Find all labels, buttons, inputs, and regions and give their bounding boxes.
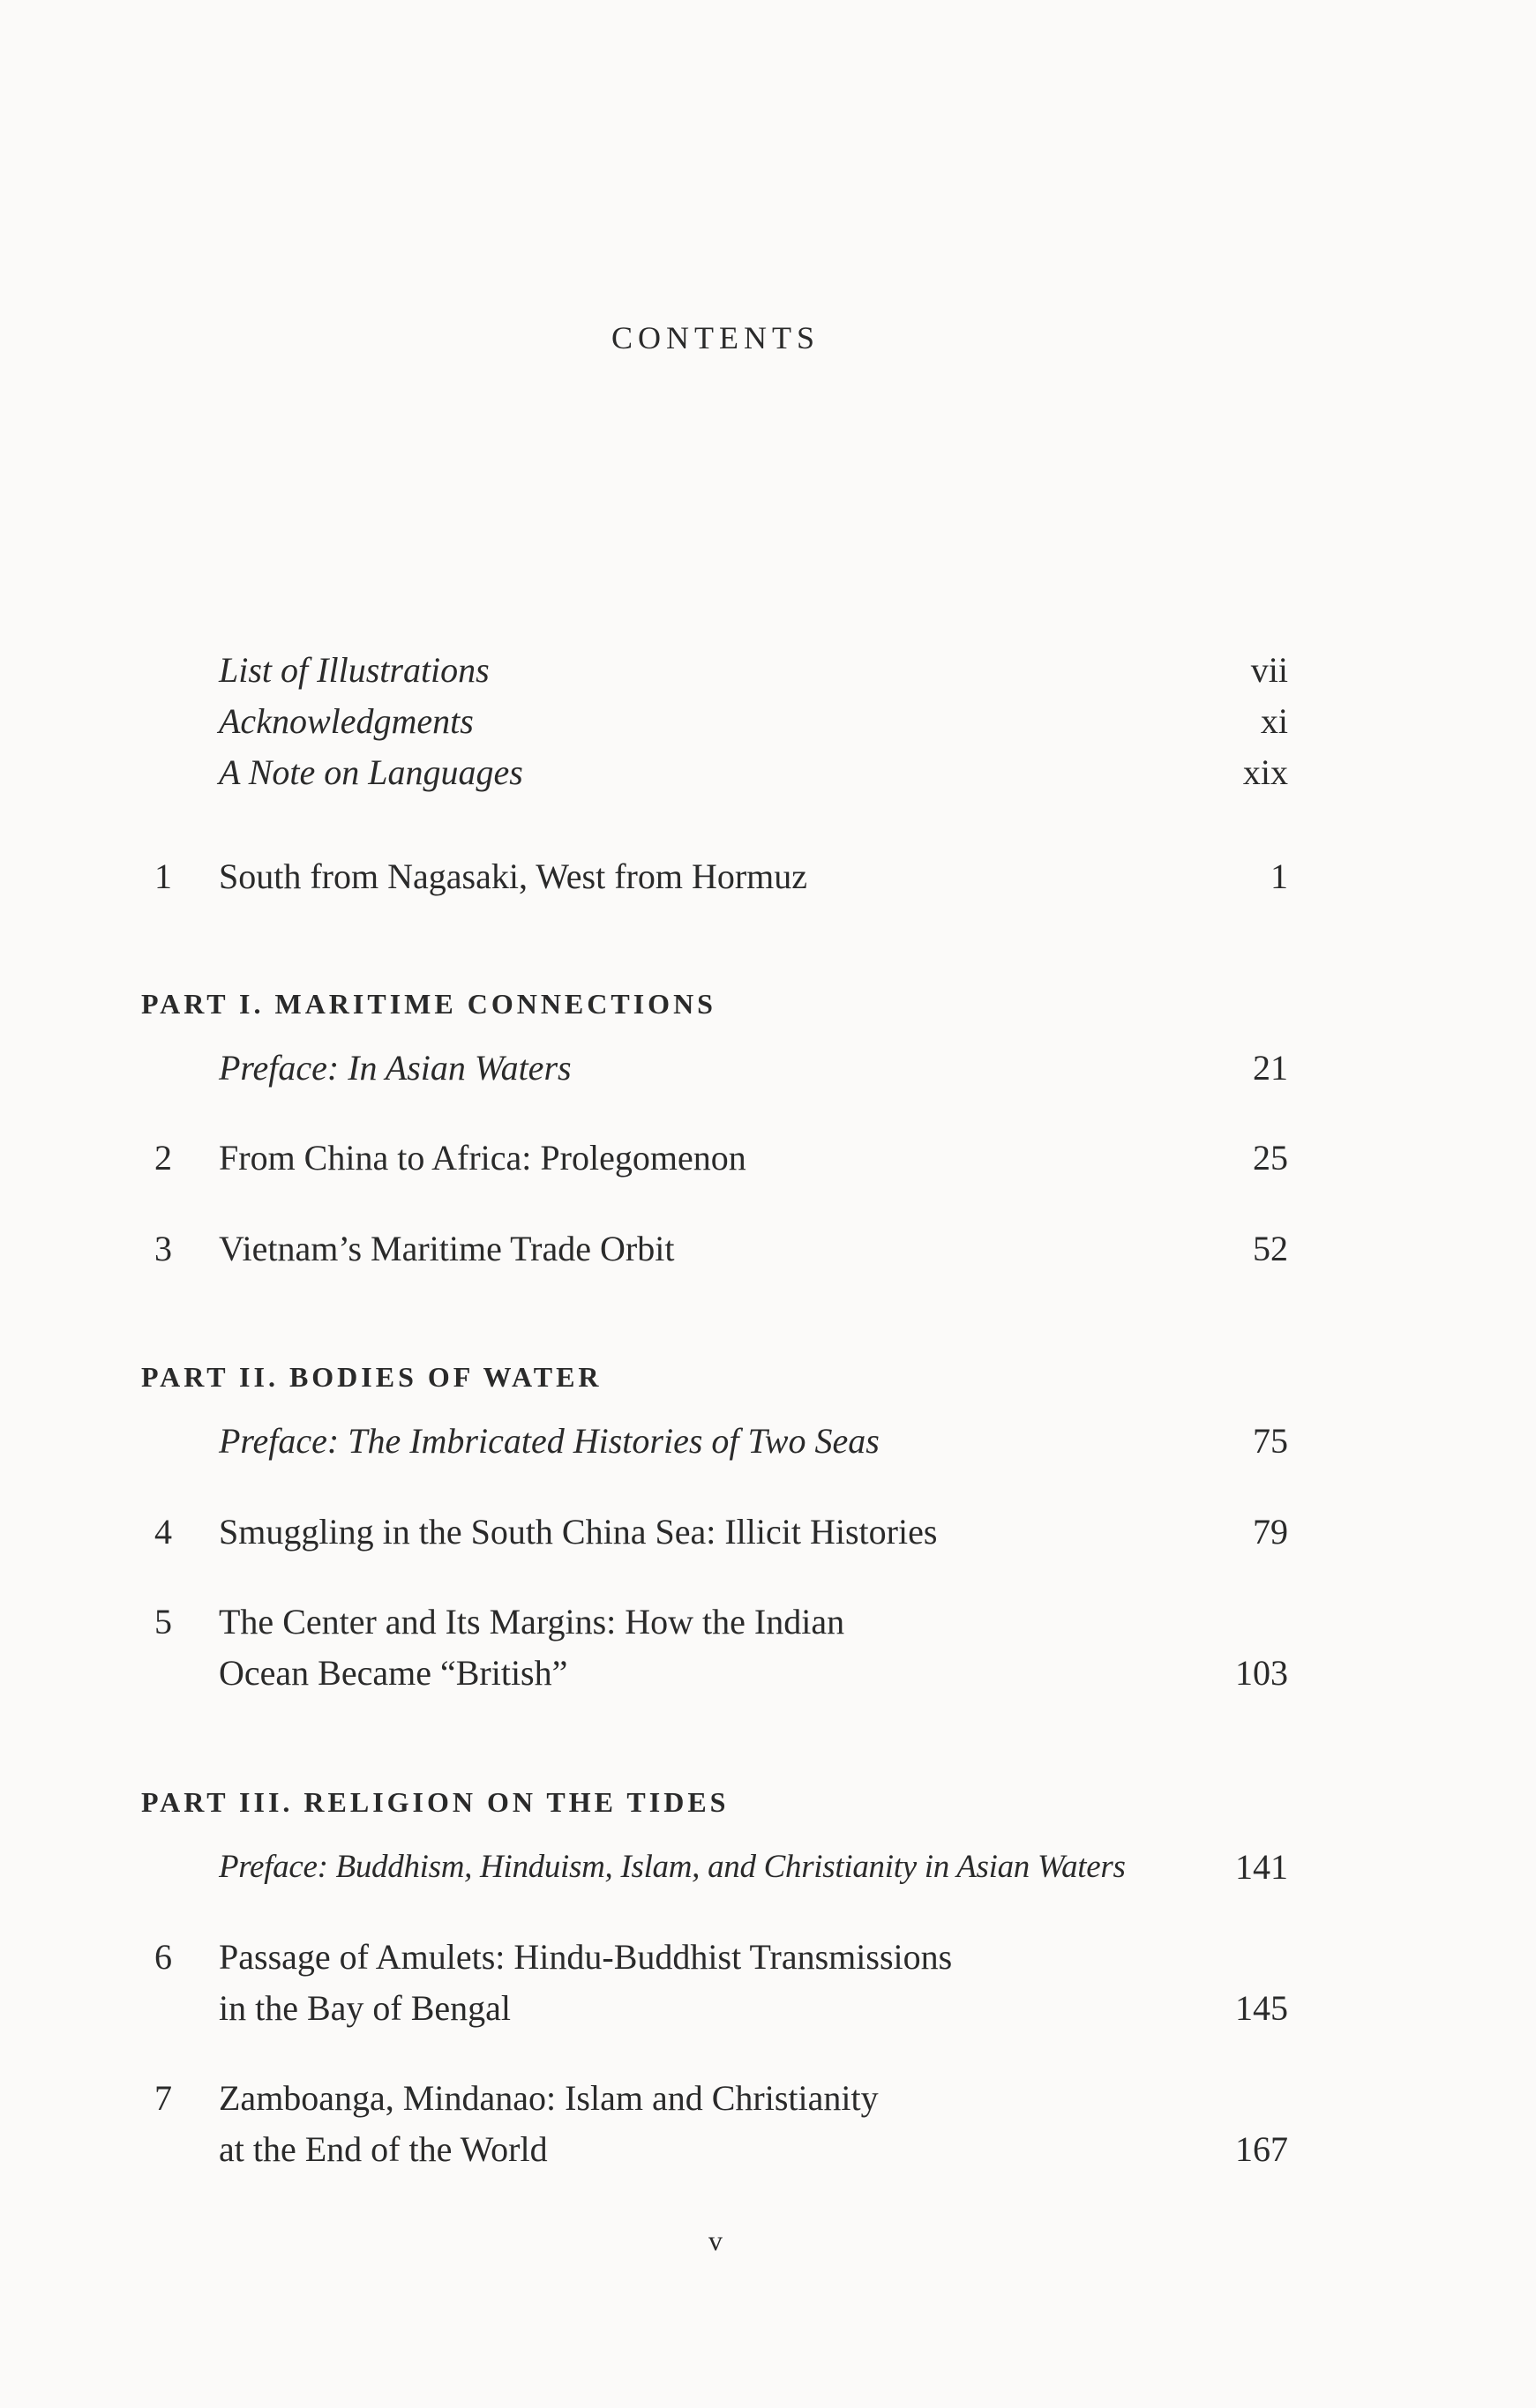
chapter-title: South from Nagasaki, West from Hormuz [219, 856, 808, 896]
chapter-number: 2 [154, 1138, 172, 1178]
chapter-number: 4 [154, 1512, 172, 1552]
toc-chapter [141, 2073, 1288, 2175]
part-heading: PART II. BODIES OF WATER [141, 1361, 603, 1393]
preface-title: Preface: The Imbricated Histories of Two Seas [219, 1421, 880, 1461]
chapter-number: 7 [154, 2078, 172, 2118]
chapter-page: 25 [1253, 1138, 1288, 1178]
chapter-page: 103 [1235, 1653, 1288, 1693]
part-heading: PART III. RELIGION ON THE TIDES [141, 1786, 730, 1818]
entry-title: A Note on Languages [219, 752, 523, 792]
chapter-title: From China to Africa: Prolegomenon [219, 1138, 746, 1178]
chapter-number: 3 [154, 1229, 172, 1268]
chapter-title-line1: Passage of Amulets: Hindu-Buddhist Transmissions [219, 1937, 953, 1977]
toc-chapter [141, 1597, 1288, 1699]
preface-page: 21 [1253, 1048, 1288, 1088]
part-heading: PART I. MARITIME CONNECTIONS [141, 988, 716, 1020]
chapter-title-line1: The Center and Its Margins: How the Indian [219, 1602, 845, 1641]
preface-page: 75 [1253, 1421, 1288, 1461]
entry-page: xix [1242, 752, 1288, 792]
preface-title: Preface: In Asian Waters [219, 1048, 572, 1088]
chapter-number: 5 [154, 1602, 172, 1641]
chapter-number: 1 [154, 856, 172, 896]
entry-title: List of Illustrations [219, 650, 490, 690]
chapter-title: Smuggling in the South China Sea: Illicit Histories [219, 1512, 938, 1552]
chapter-title-line2: at the End of the World [219, 2129, 548, 2169]
chapter-page: 52 [1253, 1229, 1288, 1268]
contents-heading: CONTENTS [611, 320, 820, 355]
preface-page: 141 [1235, 1847, 1288, 1887]
chapter-title-line2: in the Bay of Bengal [219, 1988, 512, 2028]
chapter-title-line1: Zamboanga, Mindanao: Islam and Christianity [219, 2078, 879, 2118]
chapter-page: 79 [1253, 1512, 1288, 1552]
chapter-page: 167 [1235, 2129, 1288, 2169]
chapter-title: Vietnam’s Maritime Trade Orbit [219, 1229, 675, 1268]
toc-chapter [141, 1932, 1288, 2034]
page-folio: v [708, 2225, 723, 2256]
entry-title: Acknowledgments [219, 701, 474, 741]
chapter-page: 1 [1270, 856, 1288, 896]
chapter-title-line2: Ocean Became “British” [219, 1653, 568, 1693]
entry-page: xi [1260, 701, 1288, 741]
chapter-number: 6 [154, 1937, 172, 1977]
entry-page: vii [1250, 650, 1288, 690]
preface-title: Preface: Buddhism, Hinduism, Islam, and Christianity in Asian Waters [219, 1849, 1126, 1885]
chapter-page: 145 [1235, 1988, 1288, 2028]
